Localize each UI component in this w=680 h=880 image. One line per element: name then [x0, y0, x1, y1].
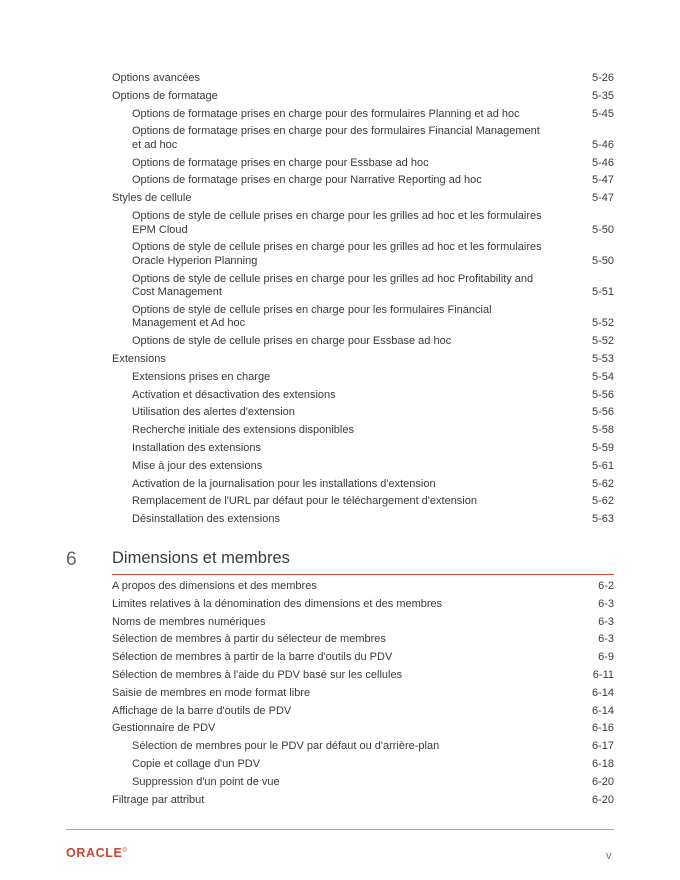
- toc-entry-title[interactable]: Extensions: [112, 353, 166, 366]
- toc-entry-title[interactable]: Options avancées: [112, 72, 201, 84]
- toc-entry[interactable]: [112, 616, 614, 630]
- toc-entry-title[interactable]: Options de formatage prises en charge pour Essbase ad hoc: [132, 156, 429, 169]
- toc-entry-title[interactable]: Désinstallation des extensions: [132, 513, 280, 526]
- toc-entry-page[interactable]: 5-46: [591, 156, 614, 169]
- toc-entry-title[interactable]: Affichage de la barre d'outils de PDV: [112, 704, 292, 717]
- toc-entry-page[interactable]: 5-63: [591, 513, 614, 526]
- toc-entry-page[interactable]: 6-3: [598, 633, 614, 646]
- page-number: v: [606, 850, 612, 862]
- toc-entry-page[interactable]: 6-18: [591, 757, 614, 770]
- toc-entry-page[interactable]: 6-2: [598, 580, 614, 592]
- toc-entry-title[interactable]: Noms de membres numériques: [112, 615, 266, 628]
- toc-entry[interactable]: [112, 210, 614, 237]
- toc-entry[interactable]: [112, 758, 614, 772]
- toc-entry[interactable]: [112, 335, 614, 349]
- toc-entry[interactable]: [112, 157, 614, 171]
- toc-entry-page[interactable]: 5-47: [591, 192, 614, 205]
- toc-entry-page[interactable]: 5-53: [591, 353, 614, 366]
- toc-entry[interactable]: [112, 776, 614, 790]
- chapter-number: 6: [66, 549, 77, 570]
- toc-entry-title[interactable]: Sélection de membres à partir du sélecteur de membres: [112, 633, 386, 646]
- toc-entry-title[interactable]: Options de formatage prises en charge pour des formulaires Financial Management et ad hoc: [132, 125, 540, 151]
- toc-section-chapter-5: [112, 72, 614, 531]
- toc-entry[interactable]: [112, 108, 614, 122]
- toc-entry[interactable]: [112, 633, 614, 647]
- toc-entry-title[interactable]: Suppression d'un point de vue: [132, 775, 280, 788]
- toc-entry-title[interactable]: Limites relatives à la dénomination des dimensions et des membres: [112, 597, 443, 610]
- toc-entry-page[interactable]: 5-61: [591, 459, 614, 472]
- toc-entry-title[interactable]: Mise à jour des extensions: [132, 459, 263, 472]
- toc-entry[interactable]: [112, 651, 614, 665]
- toc-entry-title[interactable]: Sélection de membres pour le PDV par défaut ou d'arrière-plan: [132, 740, 440, 753]
- toc-entry-page[interactable]: 6-11: [592, 668, 614, 681]
- toc-entry-page[interactable]: 6-20: [591, 793, 614, 806]
- toc-entry[interactable]: [112, 598, 614, 612]
- toc-entry-title[interactable]: Options de style de cellule prises en charge pour les grilles ad hoc et les formulaires Oracle Hyperion Planning: [132, 241, 542, 267]
- toc-entry-page[interactable]: 6-14: [591, 704, 614, 717]
- toc-entry[interactable]: [112, 304, 614, 331]
- toc-entry-title[interactable]: Gestionnaire de PDV: [112, 722, 216, 735]
- registered-mark: ®: [122, 847, 128, 854]
- toc-entry[interactable]: [112, 460, 614, 474]
- toc-entry[interactable]: [112, 353, 614, 367]
- toc-entry-page[interactable]: 6-3: [598, 597, 614, 610]
- toc-entry-title[interactable]: Options de style de cellule prises en charge pour les grilles ad hoc Profitability and Cost Management: [132, 272, 534, 299]
- toc-entry[interactable]: [112, 371, 614, 385]
- toc-entry[interactable]: [112, 442, 614, 456]
- oracle-logo: [66, 846, 127, 860]
- toc-entry-page[interactable]: 5-50: [591, 254, 614, 267]
- toc-entry[interactable]: [112, 125, 614, 152]
- toc-entry[interactable]: [112, 273, 614, 300]
- toc-entry-page[interactable]: 5-54: [591, 370, 614, 383]
- toc-entry[interactable]: [112, 90, 614, 104]
- toc-entry-page[interactable]: 5-51: [591, 286, 614, 299]
- chapter-heading: [66, 549, 614, 575]
- toc-entry-title[interactable]: Sélection de membres à partir de la barre d'outils du PDV: [112, 651, 393, 664]
- toc-entry[interactable]: [112, 192, 614, 206]
- toc-entry[interactable]: [112, 513, 614, 527]
- toc-entry-page[interactable]: 5-62: [591, 477, 614, 490]
- toc-entry-title[interactable]: Activation et désactivation des extensions: [132, 388, 336, 401]
- toc-entry-title[interactable]: Options de style de cellule prises en charge pour les grilles ad hoc et les formulaires EPM Cloud: [132, 210, 542, 236]
- toc-entry-title[interactable]: Options de formatage prises en charge pour des formulaires Planning et ad hoc: [132, 107, 520, 120]
- toc-entry-title[interactable]: Utilisation des alertes d'extension: [132, 406, 295, 419]
- toc-entry[interactable]: [112, 495, 614, 509]
- toc-entry[interactable]: [112, 424, 614, 438]
- toc-entry-title[interactable]: Extensions prises en charge: [132, 370, 271, 383]
- toc-entry-page[interactable]: 5-56: [591, 388, 614, 401]
- toc-entry-title[interactable]: Remplacement de l'URL par défaut pour le téléchargement d'extension: [132, 495, 477, 508]
- toc-entry[interactable]: [112, 687, 614, 701]
- toc-entry-page[interactable]: 5-47: [591, 174, 614, 187]
- toc-entry-title[interactable]: Recherche initiale des extensions disponibles: [132, 424, 354, 437]
- toc-entry-page[interactable]: 6-16: [591, 722, 614, 735]
- toc-entry-page[interactable]: 5-56: [591, 406, 614, 419]
- toc-entry-page[interactable]: 6-17: [591, 740, 614, 753]
- toc-entry-page[interactable]: 6-14: [591, 686, 614, 699]
- toc-entry-title[interactable]: Styles de cellule: [112, 192, 192, 205]
- toc-entry-page[interactable]: 6-20: [591, 775, 614, 788]
- toc-entry-page[interactable]: 5-35: [591, 89, 614, 102]
- toc-entry-page[interactable]: 5-52: [591, 317, 614, 330]
- toc-entry-title[interactable]: Options de formatage: [112, 89, 218, 102]
- toc-entry-page[interactable]: 5-58: [591, 424, 614, 437]
- toc-entry[interactable]: [112, 794, 614, 808]
- toc-entry-page[interactable]: 6-3: [598, 615, 614, 628]
- toc-entry-page[interactable]: 5-26: [591, 72, 614, 84]
- footer-divider: [66, 829, 614, 830]
- toc-entry-page[interactable]: 5-45: [591, 107, 614, 120]
- toc-entry[interactable]: [112, 478, 614, 492]
- toc-entry[interactable]: [112, 705, 614, 719]
- toc-entry-page[interactable]: 5-46: [591, 138, 614, 151]
- toc-entry[interactable]: [112, 740, 614, 754]
- oracle-logo-text: ORACLE: [66, 846, 123, 860]
- toc-entry-title[interactable]: Options de style de cellule prises en charge pour les formulaires Financial Management et Ad hoc: [132, 303, 492, 330]
- toc-entry-title[interactable]: Options de formatage prises en charge pour Narrative Reporting ad hoc: [132, 174, 482, 187]
- toc-entry[interactable]: [112, 406, 614, 420]
- toc-entry[interactable]: [112, 72, 614, 86]
- toc-section-chapter-6: [112, 580, 614, 811]
- toc-entry-page[interactable]: 5-50: [591, 223, 614, 236]
- toc-entry-page[interactable]: 5-52: [591, 335, 614, 348]
- toc-entry-page[interactable]: 6-9: [598, 651, 614, 664]
- toc-entry-title[interactable]: Sélection de membres à l'aide du PDV basé sur les cellules: [112, 668, 403, 681]
- toc-entry-title[interactable]: Copie et collage d'un PDV: [132, 757, 261, 770]
- chapter-title[interactable]: Dimensions et membres: [112, 549, 290, 567]
- toc-entry[interactable]: [112, 669, 614, 683]
- toc-entry[interactable]: [112, 389, 614, 403]
- chapter-divider: [112, 574, 614, 575]
- toc-entry-title[interactable]: Installation des extensions: [132, 442, 262, 455]
- toc-entry-page[interactable]: 5-62: [591, 495, 614, 508]
- toc-entry-page[interactable]: 5-59: [591, 442, 614, 455]
- toc-entry-title[interactable]: Activation de la journalisation pour les installations d'extension: [132, 477, 436, 490]
- toc-entry[interactable]: [112, 174, 614, 188]
- toc-entry-title[interactable]: Filtrage par attribut: [112, 793, 205, 806]
- toc-entry[interactable]: [112, 580, 614, 594]
- toc-entry-title[interactable]: A propos des dimensions et des membres: [112, 580, 317, 592]
- toc-entry[interactable]: [112, 241, 614, 268]
- toc-entry-title[interactable]: Saisie de membres en mode format libre: [112, 686, 311, 699]
- toc-entry[interactable]: [112, 722, 614, 736]
- toc-entry-title[interactable]: Options de style de cellule prises en charge pour Essbase ad hoc: [132, 335, 452, 348]
